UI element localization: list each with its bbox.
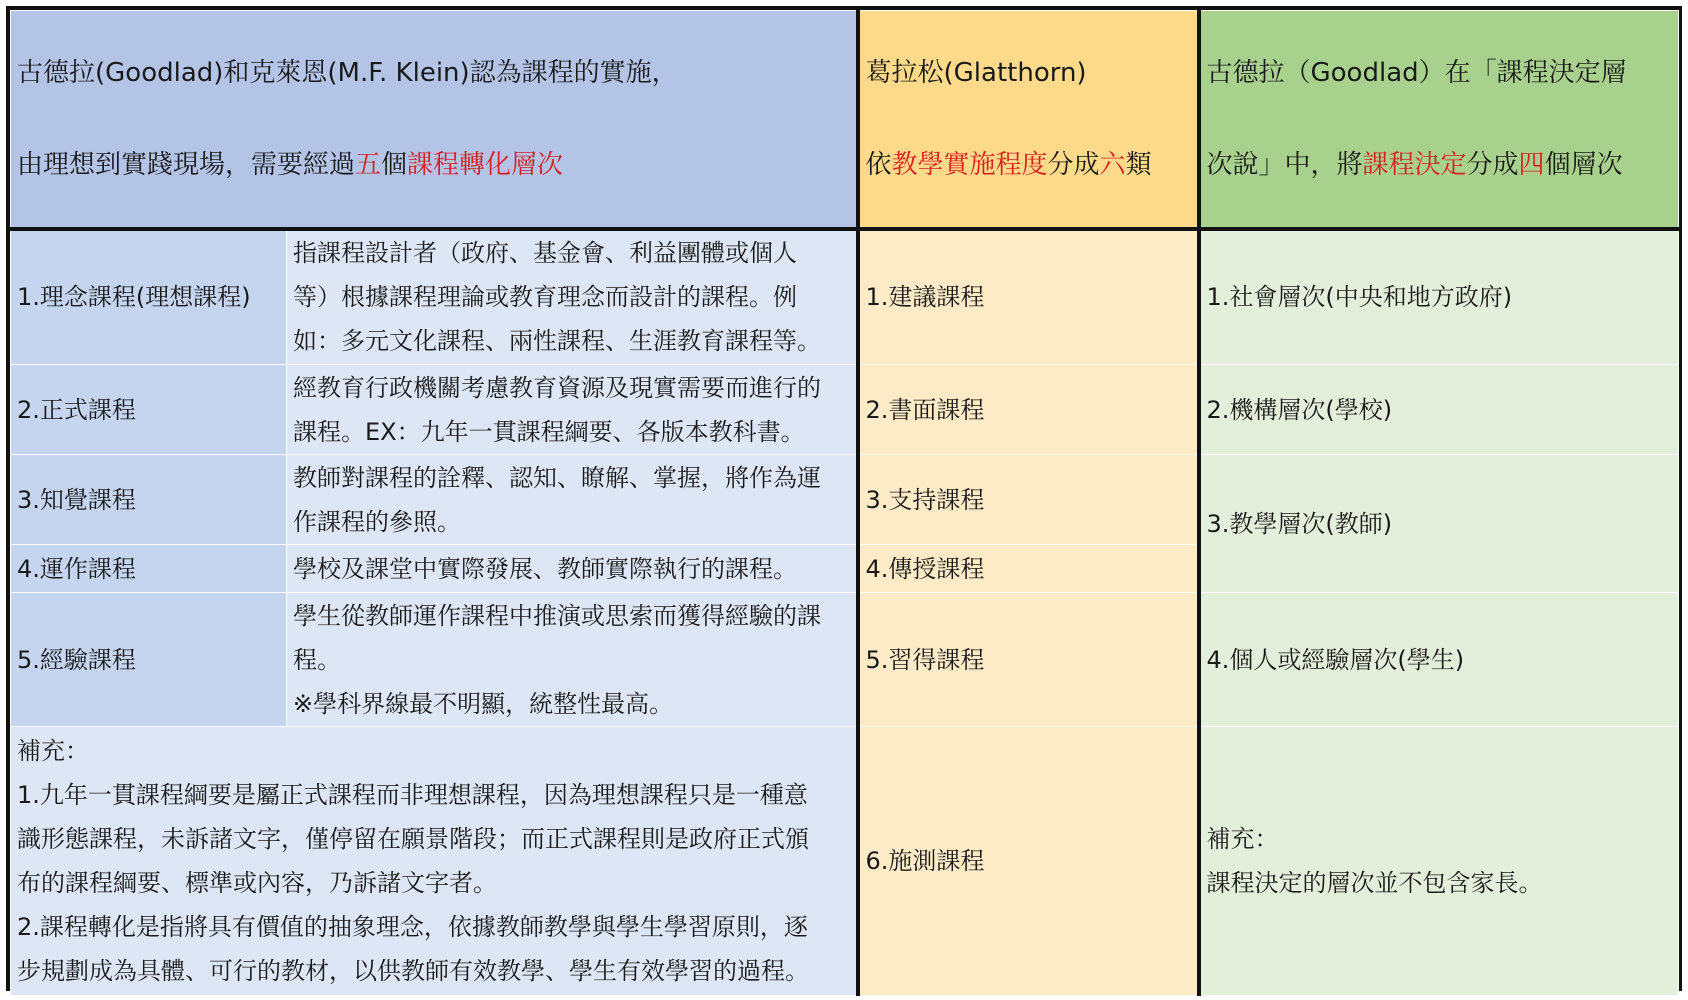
header-col3-text: 次說」中，將 xyxy=(1206,149,1363,180)
header-col1-line2 xyxy=(17,119,850,211)
desc-line: ※學科界線最不明顯，統整性最高。 xyxy=(293,689,674,718)
desc-line: 如：多元文化課程、兩性課程、生涯教育課程等。 xyxy=(293,327,821,356)
header-col3-text: 分成 xyxy=(1466,149,1519,180)
goodlad-level-cell: 4.個人或經驗層次(學生) xyxy=(1199,593,1679,727)
supplement-line: 補充： xyxy=(1206,825,1279,853)
goodlad-level-cell: 2.機構層次(學校) xyxy=(1199,365,1679,455)
glatthorn-cell: 4.傳授課程 xyxy=(858,545,1199,593)
glatthorn-cell: 3.支持課程 xyxy=(858,455,1199,545)
row-description xyxy=(287,455,858,545)
header-col3-line1: 古德拉（Goodlad）在「課程決定層 xyxy=(1206,57,1627,88)
row-name: 1.理念課程(理想課程) xyxy=(11,229,287,365)
header-col2-text: 依 xyxy=(865,149,892,180)
header-col1-text: 由理想到實踐現場，需要經過 xyxy=(17,149,356,180)
table-row xyxy=(11,455,1679,545)
supplement-right xyxy=(1199,727,1679,996)
header-col2-highlight-degree: 教學實施程度 xyxy=(891,149,1048,180)
supplement-line: 1.九年一貫課程綱要是屬正式課程而非理想課程，因為理想課程只是一種意 xyxy=(17,781,808,809)
row-name: 5.經驗課程 xyxy=(11,593,287,727)
desc-line: 指課程設計者（政府、基金會、利益團體或個人 xyxy=(293,239,797,268)
goodlad-level-cell: 1.社會層次(中央和地方政府) xyxy=(1199,229,1679,365)
row-name: 3.知覺課程 xyxy=(11,455,287,545)
header-glatthorn xyxy=(858,11,1199,229)
header-col2-text: 分成 xyxy=(1047,149,1100,180)
desc-line: 等）根據課程理論或教育理念而設計的課程。例 xyxy=(293,283,797,312)
row-description xyxy=(287,593,858,727)
glatthorn-cell: 1.建議課程 xyxy=(858,229,1199,365)
glatthorn-cell: 6.施測課程 xyxy=(858,727,1199,996)
supplement-line: 2.課程轉化是指將具有價值的抽象理念，依據教師教學與學生學習原則，逐 xyxy=(17,913,808,941)
header-col3-highlight-decision: 課程決定 xyxy=(1362,149,1467,180)
supplement-line: 課程決定的層次並不包含家長。 xyxy=(1206,869,1543,897)
supplement-line: 步規劃成為具體、可行的教材，以供教師有效教學、學生有效學習的過程。 xyxy=(17,957,809,985)
curriculum-comparison-table xyxy=(6,6,1682,991)
supplement-left xyxy=(11,727,858,996)
desc-line: 經教育行政機關考慮教育資源及現實需要而進行的 xyxy=(293,373,821,402)
header-col1-line1: 古德拉(Goodlad)和克萊恩(M.F. Klein)認為課程的實施， xyxy=(17,57,678,88)
desc-line: 教師對課程的詮釋、認知、瞭解、掌握，將作為運 xyxy=(293,463,821,492)
desc-line: 課程。EX：九年一貫課程綱要、各版本教科書。 xyxy=(293,417,805,446)
desc-line: 程。 xyxy=(293,645,341,674)
header-col2-highlight-six: 六 xyxy=(1099,149,1126,180)
row-description xyxy=(287,545,858,593)
header-goodlad-klein xyxy=(11,11,858,229)
row-name: 4.運作課程 xyxy=(11,545,287,593)
glatthorn-cell: 5.習得課程 xyxy=(858,593,1199,727)
header-goodlad-decision xyxy=(1199,11,1679,229)
goodlad-level-cell: 3.教學層次(教師) xyxy=(1199,455,1679,593)
header-col2-line2 xyxy=(866,119,1191,211)
supplement-row xyxy=(11,727,1679,996)
table-row xyxy=(11,593,1679,727)
supplement-line: 補充： xyxy=(17,737,89,765)
header-col1-highlight-levels: 課程轉化層次 xyxy=(407,149,564,180)
desc-line: 學生從教師運作課程中推演或思索而獲得經驗的課 xyxy=(293,601,821,630)
header-col2-line1: 葛拉松(Glatthorn) xyxy=(865,57,1087,88)
desc-line: 學校及課堂中實際發展、教師實際執行的課程。 xyxy=(293,554,797,583)
header-row xyxy=(11,11,1679,229)
supplement-line: 布的課程綱要、標準或內容，乃訴諸文字者。 xyxy=(17,869,497,897)
row-description xyxy=(287,365,858,455)
row-description xyxy=(287,229,858,365)
header-col3-line2 xyxy=(1207,119,1673,211)
header-col3-text: 個層次 xyxy=(1544,149,1623,180)
glatthorn-cell: 2.書面課程 xyxy=(858,365,1199,455)
header-col2-text: 類 xyxy=(1125,149,1152,180)
table-row xyxy=(11,365,1679,455)
header-col1-highlight-five: 五 xyxy=(355,149,382,180)
row-name: 2.正式課程 xyxy=(11,365,287,455)
header-col1-text: 個 xyxy=(381,149,408,180)
table-row xyxy=(11,229,1679,365)
desc-line: 作課程的參照。 xyxy=(293,507,461,536)
header-col3-highlight-four: 四 xyxy=(1518,149,1545,180)
supplement-line: 識形態課程，未訴諸文字，僅停留在願景階段；而正式課程則是政府正式頒 xyxy=(17,825,809,853)
